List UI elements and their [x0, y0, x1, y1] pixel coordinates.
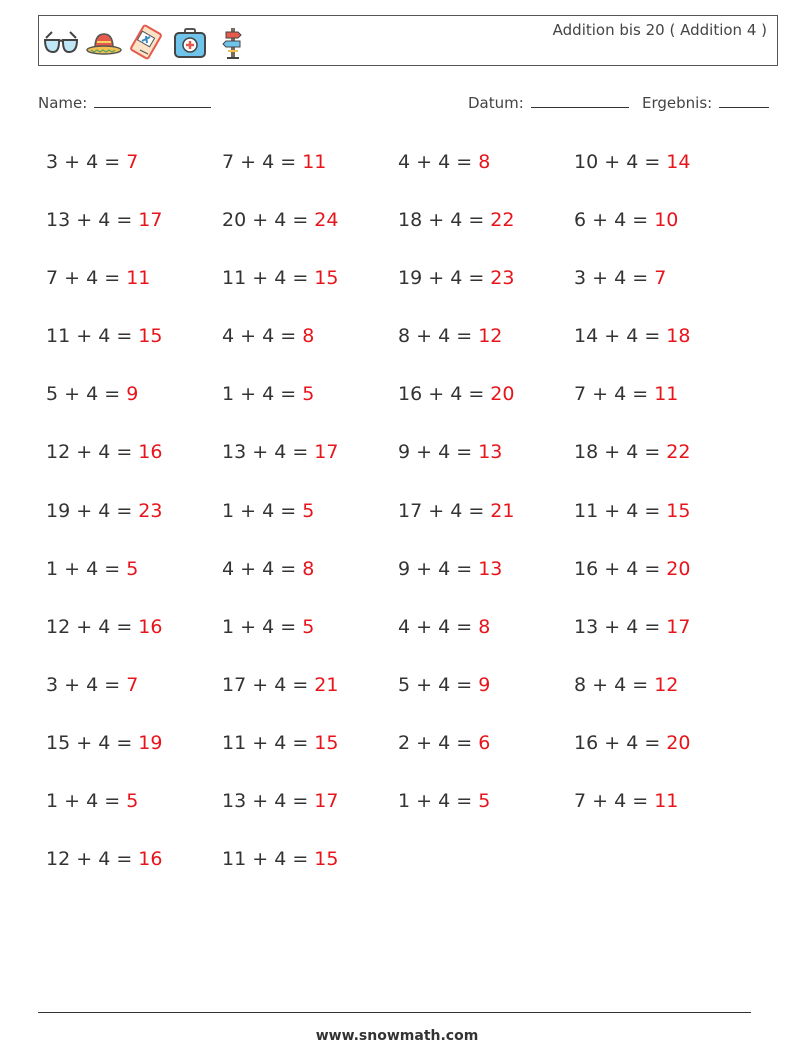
addend-b: 4: [86, 151, 99, 173]
problem-item: 5 + 4 = 9: [46, 383, 139, 406]
problem-item: 7 + 4 = 11: [222, 151, 327, 173]
addend-b: 4: [86, 790, 99, 813]
addend-a: 1: [222, 499, 235, 522]
addend-b: 4: [626, 441, 639, 464]
problem-item: 13 + 4 = 17: [222, 790, 339, 813]
answer: 8: [302, 557, 315, 580]
addend-a: 19: [46, 499, 71, 522]
answer: 7: [654, 267, 667, 290]
problem-item: 13 + 4 = 17: [574, 615, 691, 638]
answer: 10: [654, 209, 679, 232]
answer: 17: [314, 790, 339, 813]
answer: 11: [126, 267, 151, 290]
addend-b: 4: [98, 848, 111, 871]
problem-item: 1 + 4 = 5: [222, 383, 315, 406]
answer: 16: [138, 848, 163, 871]
answer: 22: [490, 209, 515, 232]
addend-a: 4: [222, 557, 235, 580]
problem-item: 5 + 4 = 9: [398, 673, 491, 696]
addend-b: 4: [274, 673, 287, 696]
icon-strip: [42, 22, 252, 62]
problem-item: 16 + 4 = 20: [574, 731, 691, 754]
problem-item: 11 + 4 = 15: [222, 267, 339, 290]
answer: 12: [478, 325, 503, 348]
problem-item: 11 + 4 = 15: [46, 325, 163, 348]
addend-b: 4: [626, 557, 639, 580]
addend-a: 3: [46, 673, 59, 696]
addend-b: 4: [274, 209, 287, 232]
signpost-icon: [214, 22, 252, 62]
name-label: Name:: [38, 94, 88, 112]
answer: 14: [666, 151, 691, 173]
problem-item: 4 + 4 = 8: [222, 325, 315, 348]
addend-b: 4: [626, 151, 639, 173]
addend-a: 18: [398, 209, 423, 232]
answer: 20: [666, 557, 691, 580]
answer: 23: [490, 267, 515, 290]
sombrero-icon: [85, 22, 123, 62]
answer: 21: [490, 499, 515, 522]
addend-a: 8: [398, 325, 411, 348]
answer: 17: [138, 209, 163, 232]
addend-a: 16: [574, 557, 599, 580]
date-field: [468, 93, 629, 112]
addend-b: 4: [614, 790, 627, 813]
addend-b: 4: [262, 325, 275, 348]
problem-item: 19 + 4 = 23: [398, 267, 515, 290]
addend-a: 9: [398, 557, 411, 580]
problem-item: 3 + 4 = 7: [46, 151, 139, 173]
answer: 24: [314, 209, 339, 232]
answer: 22: [666, 441, 691, 464]
addend-b: 4: [614, 209, 627, 232]
footer-divider: [38, 1012, 751, 1013]
addend-a: 16: [398, 383, 423, 406]
problem-item: 19 + 4 = 23: [46, 499, 163, 522]
sunglasses-icon: [42, 22, 80, 62]
problem-item: 12 + 4 = 16: [46, 615, 163, 638]
first-aid-kit-icon: [171, 22, 209, 62]
problem-item: 7 + 4 = 11: [46, 267, 151, 290]
answer: 5: [302, 615, 315, 638]
answer: 20: [490, 383, 515, 406]
ticket-icon: [128, 22, 166, 62]
problem-item: 9 + 4 = 13: [398, 557, 503, 580]
addend-a: 4: [398, 615, 411, 638]
addend-b: 4: [262, 557, 275, 580]
addend-a: 1: [398, 790, 411, 813]
problem-item: 20 + 4 = 24: [222, 209, 339, 232]
answer: 19: [138, 731, 163, 754]
addend-b: 4: [450, 499, 463, 522]
problem-item: 4 + 4 = 8: [398, 615, 491, 638]
addend-a: 13: [46, 209, 71, 232]
header-box: [38, 15, 778, 66]
addend-a: 2: [398, 731, 411, 754]
addend-b: 4: [438, 325, 451, 348]
problem-grid: [46, 143, 750, 898]
addend-b: 4: [262, 151, 275, 173]
addend-b: 4: [450, 383, 463, 406]
answer: 8: [478, 615, 491, 638]
addend-a: 1: [222, 615, 235, 638]
addend-b: 4: [98, 731, 111, 754]
addend-b: 4: [86, 383, 99, 406]
addend-b: 4: [262, 499, 275, 522]
addend-a: 1: [46, 557, 59, 580]
addend-a: 5: [46, 383, 59, 406]
answer: 11: [654, 790, 679, 813]
addend-a: 18: [574, 441, 599, 464]
addend-a: 16: [574, 731, 599, 754]
answer: 15: [138, 325, 163, 348]
problem-item: 17 + 4 = 21: [398, 499, 515, 522]
problem-item: 9 + 4 = 13: [398, 441, 503, 464]
answer: 11: [654, 383, 679, 406]
addend-a: 8: [574, 673, 587, 696]
addend-b: 4: [438, 731, 451, 754]
addend-a: 11: [222, 267, 247, 290]
answer: 23: [138, 499, 163, 522]
answer: 16: [138, 441, 163, 464]
problem-item: 17 + 4 = 21: [222, 673, 339, 696]
addend-b: 4: [626, 731, 639, 754]
addend-a: 7: [574, 790, 587, 813]
addend-a: 11: [222, 731, 247, 754]
addend-a: 14: [574, 325, 599, 348]
name-line[interactable]: [94, 93, 211, 108]
addend-b: 4: [438, 441, 451, 464]
addend-b: 4: [262, 383, 275, 406]
addend-b: 4: [626, 325, 639, 348]
problem-item: 12 + 4 = 16: [46, 441, 163, 464]
addend-b: 4: [98, 615, 111, 638]
addend-a: 11: [222, 848, 247, 871]
addend-a: 17: [398, 499, 423, 522]
addend-b: 4: [274, 731, 287, 754]
answer: 13: [478, 557, 503, 580]
addend-a: 12: [46, 848, 71, 871]
addend-b: 4: [98, 441, 111, 464]
addend-a: 15: [46, 731, 71, 754]
problem-item: 14 + 4 = 18: [574, 325, 691, 348]
answer: 15: [314, 848, 339, 871]
problem-item: 11 + 4 = 15: [222, 731, 339, 754]
addend-a: 3: [574, 267, 587, 290]
addend-b: 4: [438, 151, 451, 173]
date-line[interactable]: [531, 93, 629, 108]
answer: 7: [126, 673, 139, 696]
problem-item: 1 + 4 = 5: [398, 790, 491, 813]
addend-a: 9: [398, 441, 411, 464]
addend-b: 4: [614, 673, 627, 696]
answer: 15: [666, 499, 691, 522]
addend-b: 4: [274, 848, 287, 871]
addend-a: 10: [574, 151, 599, 173]
problem-item: 3 + 4 = 7: [574, 267, 667, 290]
addend-b: 4: [438, 615, 451, 638]
problem-item: 1 + 4 = 5: [46, 557, 139, 580]
problem-item: 6 + 4 = 10: [574, 209, 679, 232]
answer: 20: [666, 731, 691, 754]
addend-b: 4: [438, 790, 451, 813]
problem-item: 1 + 4 = 5: [222, 499, 315, 522]
addend-a: 4: [398, 151, 411, 173]
addend-b: 4: [98, 209, 111, 232]
addend-a: 20: [222, 209, 247, 232]
addend-b: 4: [438, 673, 451, 696]
problem-item: 10 + 4 = 14: [574, 151, 691, 173]
answer: 15: [314, 731, 339, 754]
answer: 9: [126, 383, 139, 406]
problem-item: 2 + 4 = 6: [398, 731, 491, 754]
addend-a: 11: [46, 325, 71, 348]
addend-a: 3: [46, 151, 59, 173]
problem-item: 1 + 4 = 5: [46, 790, 139, 813]
addend-b: 4: [450, 267, 463, 290]
answer: 17: [314, 441, 339, 464]
answer: 5: [126, 790, 139, 813]
answer: 12: [654, 673, 679, 696]
addend-a: 6: [574, 209, 587, 232]
name-field: [38, 93, 211, 112]
problem-item: 1 + 4 = 5: [222, 615, 315, 638]
problem-item: 18 + 4 = 22: [398, 209, 515, 232]
addend-b: 4: [86, 673, 99, 696]
addend-a: 17: [222, 673, 247, 696]
problem-item: 8 + 4 = 12: [398, 325, 503, 348]
addend-b: 4: [450, 209, 463, 232]
answer: 9: [478, 673, 491, 696]
addend-b: 4: [614, 267, 627, 290]
problem-item: 13 + 4 = 17: [46, 209, 163, 232]
answer: 5: [302, 383, 315, 406]
addend-b: 4: [98, 499, 111, 522]
problem-item: 18 + 4 = 22: [574, 441, 691, 464]
problem-item: 7 + 4 = 11: [574, 383, 679, 406]
addend-a: 5: [398, 673, 411, 696]
problem-item: 13 + 4 = 17: [222, 441, 339, 464]
addend-a: 1: [46, 790, 59, 813]
answer: 5: [478, 790, 491, 813]
addend-b: 4: [262, 615, 275, 638]
addend-a: 12: [46, 441, 71, 464]
answer: 15: [314, 267, 339, 290]
addend-b: 4: [438, 557, 451, 580]
addend-b: 4: [274, 441, 287, 464]
worksheet-title: Addition bis 20 ( Addition 4 ): [552, 21, 767, 39]
addend-b: 4: [614, 383, 627, 406]
problem-item: 12 + 4 = 16: [46, 848, 163, 871]
addend-b: 4: [626, 499, 639, 522]
answer: 6: [478, 731, 491, 754]
answer: 16: [138, 615, 163, 638]
addend-b: 4: [98, 325, 111, 348]
problem-item: 15 + 4 = 19: [46, 731, 163, 754]
answer: 8: [302, 325, 315, 348]
answer: 7: [126, 151, 139, 173]
answer: 5: [302, 499, 315, 522]
answer: 5: [126, 557, 139, 580]
footer-url: www.snowmath.com: [315, 1028, 479, 1044]
addend-a: 13: [222, 790, 247, 813]
addend-a: 7: [222, 151, 235, 173]
problem-item: 16 + 4 = 20: [574, 557, 691, 580]
answer: 11: [302, 151, 327, 173]
problem-item: 7 + 4 = 11: [574, 790, 679, 813]
result-label: Ergebnis:: [642, 94, 713, 112]
answer: 18: [666, 325, 691, 348]
addend-b: 4: [274, 267, 287, 290]
addend-a: 19: [398, 267, 423, 290]
answer: 8: [478, 151, 491, 173]
problem-item: 3 + 4 = 7: [46, 673, 139, 696]
answer: 13: [478, 441, 503, 464]
problem-item: 11 + 4 = 15: [222, 848, 339, 871]
answer: 17: [666, 615, 691, 638]
problem-item: 16 + 4 = 20: [398, 383, 515, 406]
addend-a: 1: [222, 383, 235, 406]
addend-b: 4: [86, 557, 99, 580]
addend-a: 7: [46, 267, 59, 290]
addend-a: 13: [574, 615, 599, 638]
addend-a: 11: [574, 499, 599, 522]
date-label: Datum:: [468, 94, 524, 112]
addend-a: 4: [222, 325, 235, 348]
answer: 21: [314, 673, 339, 696]
addend-b: 4: [86, 267, 99, 290]
addend-b: 4: [274, 790, 287, 813]
problem-item: 4 + 4 = 8: [222, 557, 315, 580]
addend-a: 13: [222, 441, 247, 464]
addend-b: 4: [626, 615, 639, 638]
addend-a: 7: [574, 383, 587, 406]
result-line[interactable]: [719, 93, 769, 108]
problem-item: 11 + 4 = 15: [574, 499, 691, 522]
problem-item: 8 + 4 = 12: [574, 673, 679, 696]
result-field: [642, 93, 769, 112]
problem-item: 4 + 4 = 8: [398, 151, 491, 173]
addend-a: 12: [46, 615, 71, 638]
